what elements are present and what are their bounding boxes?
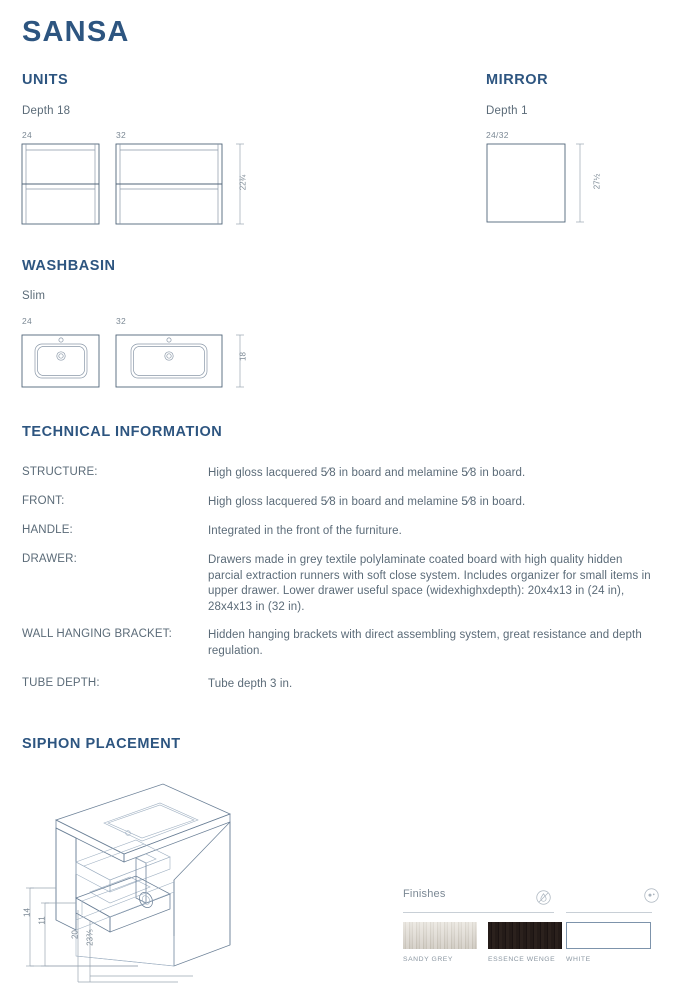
finish-swatch-essence-wenge[interactable]	[488, 922, 562, 949]
mirror-height-dimension: 27½	[592, 173, 602, 190]
siphon-dimension-23: 23⅗	[85, 929, 95, 946]
finish-swatch-white[interactable]	[566, 922, 651, 949]
units-drawing	[18, 142, 248, 228]
finish-detail-icon	[644, 888, 659, 903]
technical-value: Hidden hanging brackets with direct assembling system, great resistance and depth regulation.	[208, 629, 642, 657]
units-height-dimension: 22¾	[238, 174, 248, 191]
finish-name-sandy-grey: SANDY GREY	[403, 956, 453, 963]
technical-value: Drawers made in grey textile polylaminate coated board with high quality hidden parcial extraction runners with soft close system. Includes organizer for small items in upper drawer. Lower drawer useful space (widexhighxdepth): 20x4x13 in (24 in), 28x4x13 in (32 in).	[208, 554, 651, 613]
technical-key: DRAWER:	[22, 553, 77, 565]
siphon-dimension-20: 20	[70, 930, 80, 939]
no-water-icon	[536, 890, 551, 905]
section-title-mirror: MIRROR	[486, 72, 549, 88]
washbasin-type-label: Slim	[22, 290, 46, 302]
siphon-dimension-14: 14	[22, 908, 32, 917]
section-title-siphon-placement: SIPHON PLACEMENT	[22, 736, 181, 752]
page-title: SANSA	[22, 16, 130, 48]
finishes-divider-right	[566, 912, 652, 913]
washbasin-size-tag-24: 24	[22, 316, 33, 326]
washbasin-size-tag-32: 32	[116, 316, 127, 326]
finish-swatch-sandy-grey[interactable]	[403, 922, 477, 949]
technical-key: STRUCTURE:	[22, 466, 98, 478]
technical-value: High gloss lacquered 5⁄8 in board and melamine 5⁄8 in board.	[208, 467, 526, 479]
technical-value: Tube depth 3 in.	[208, 678, 293, 690]
technical-value: Integrated in the front of the furniture.	[208, 525, 402, 537]
technical-value: High gloss lacquered 5⁄8 in board and melamine 5⁄8 in board.	[208, 496, 526, 508]
siphon-placement-drawing	[18, 770, 258, 985]
mirror-depth-label: Depth 1	[486, 105, 528, 117]
section-title-washbasin: WASHBASIN	[22, 258, 116, 274]
mirror-drawing	[484, 142, 604, 228]
finish-name-essence-wenge: ESSENCE WENGE	[488, 956, 556, 963]
technical-key: FRONT:	[22, 495, 65, 507]
washbasin-height-dimension: 18	[238, 352, 248, 361]
mirror-size-tag: 24/32	[486, 130, 509, 140]
section-title-technical-information: TECHNICAL INFORMATION	[22, 424, 223, 440]
finishes-divider-left	[403, 912, 554, 913]
finish-name-white: WHITE	[566, 956, 591, 963]
finishes-panel	[403, 888, 652, 968]
siphon-dimension-11: 11	[37, 916, 47, 925]
finishes-title: Finishes	[403, 888, 446, 900]
units-size-tag-24: 24	[22, 130, 33, 140]
technical-key: HANDLE:	[22, 524, 73, 536]
technical-key: TUBE DEPTH:	[22, 677, 100, 689]
units-size-tag-32: 32	[116, 130, 127, 140]
technical-key: WALL HANGING BRACKET:	[22, 628, 172, 640]
units-depth-label: Depth 18	[22, 105, 71, 117]
washbasin-drawing	[18, 330, 253, 392]
section-title-units: UNITS	[22, 72, 69, 88]
